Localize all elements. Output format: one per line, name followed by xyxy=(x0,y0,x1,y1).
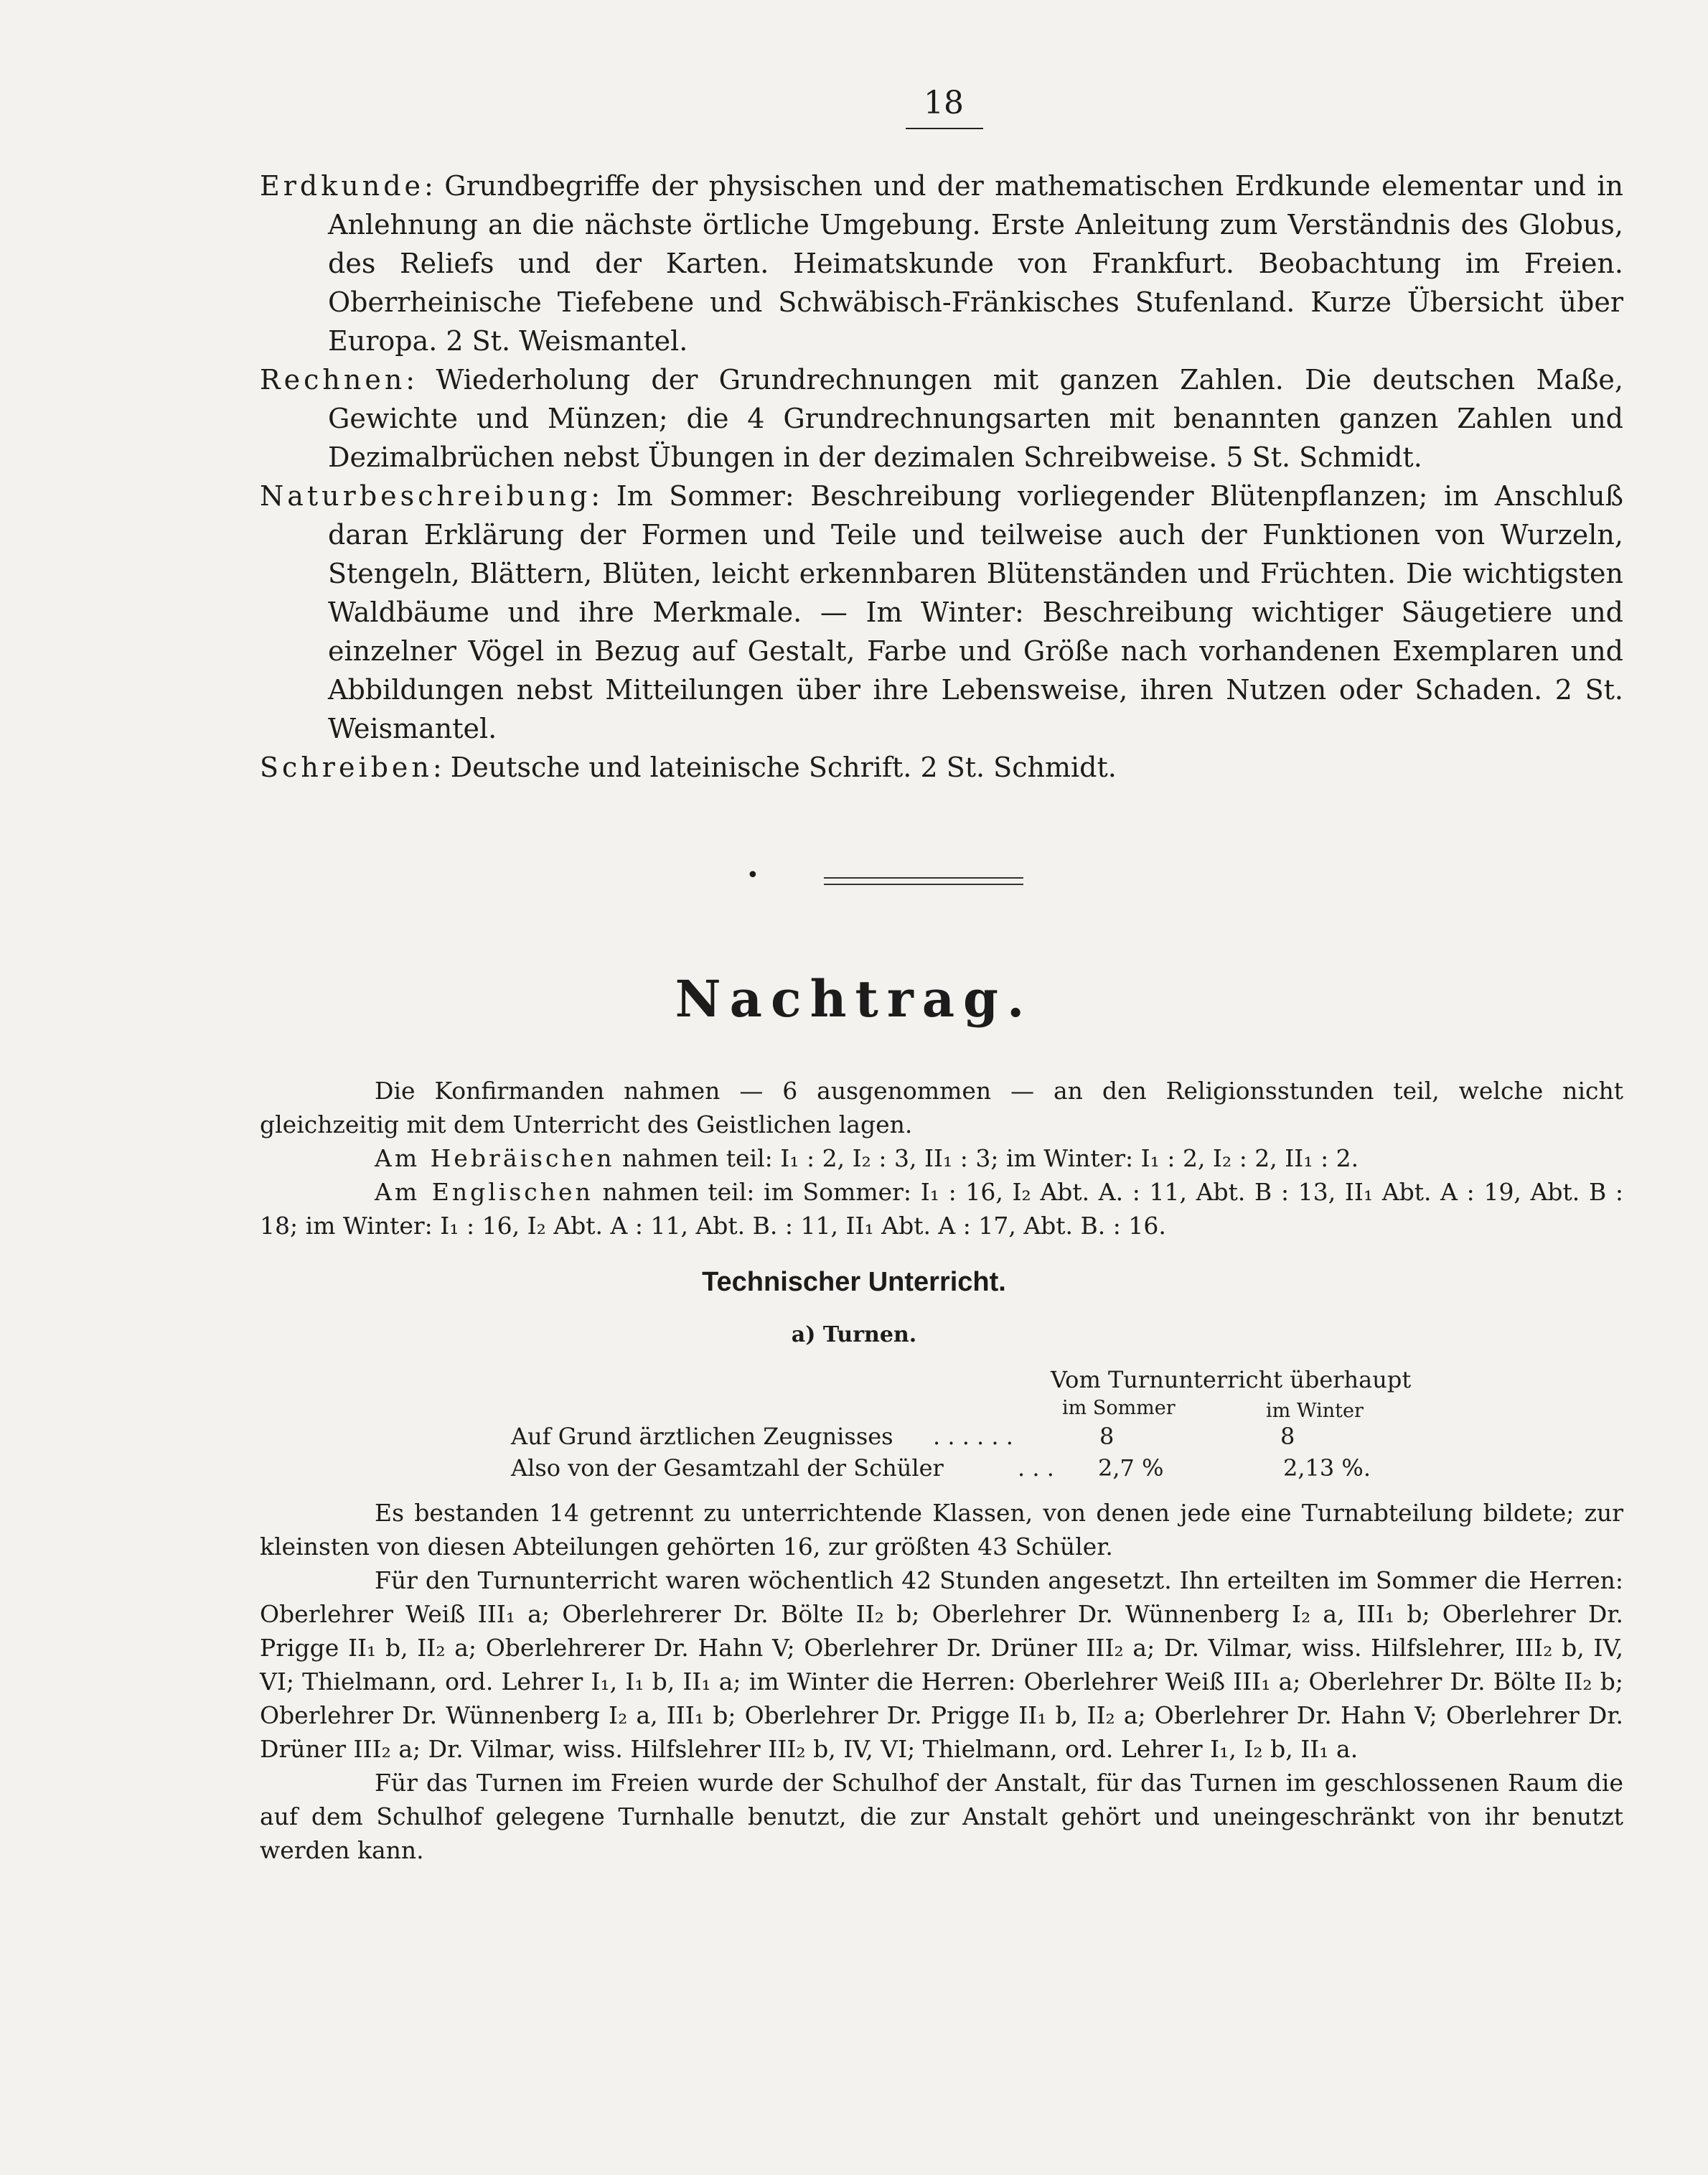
subject-text: Wiederholung der Grundrechnungen mit ganzen Zahlen. Die deutschen Maße, Gewichte und Münzen; die 4 Grundrechnungsarten mit benannten ganzen Zahlen und Dezimalbrüchen nebst Übungen in der dezimalen Schreibweise. 5 St. Schmidt. xyxy=(328,364,1623,473)
subject-label: Rechnen xyxy=(260,364,406,396)
subject-text: Deutsche und lateinische Schrift. 2 St. Schmidt. xyxy=(450,752,1117,783)
cell-sommer: 8 xyxy=(1099,1423,1115,1450)
subject-label: Erdkunde xyxy=(260,170,425,202)
turnen-paragraph: Für den Turnunterricht waren wöchentlich 42 Stunden angesetzt. Ihn erteilten im Sommer die Herren: Oberlehrer Weiß III₁ a; Oberlehrerer Dr. Bölte II₂ b; Oberlehrer Dr. Wünnenberg I₂ a, III₁ b; Oberlehrer Dr. Prigge II₁ b, II₂ a; Oberlehrerer Dr. Hahn V; Oberlehrer Dr. Drüner III₂ a; Dr. Vilmar, wiss. Hilfslehrer, III₂ b, IV, VI; Thielmann, ord. Lehrer I₁, I₁ b, II₁ a; im Winter die Herren: Oberlehrer Weiß III₁ a; Oberlehrer Dr. Bölte II₂ b; Oberlehrer Dr. Wünnenberg I₂ a, III₁ b; Oberlehrer Dr. Prigge II₁ b, II₂ a; Oberlehrer Dr. Hahn V; Oberlehrer Dr. Drüner III₂ a; Dr. Vilmar, wiss. Hilfslehrer III₂ b, IV, VI; Thielmann, ord. Lehrer I₁, I₂ b, II₁ a. xyxy=(260,1566,1623,1763)
nachtrag-hebraeisch: Am Hebräischen nahmen teil: I₁ : 2, I₂ : 3, II₁ : 3; im Winter: I₁ : 2, I₂ : 2, II₁ : 2. xyxy=(375,1144,1359,1172)
page-number: 18 xyxy=(924,85,964,121)
subject-label: Schreiben xyxy=(260,752,433,783)
cell-sommer: 2,7 % xyxy=(1098,1454,1164,1482)
table-row-label: Auf Grund ärztlichen Zeugnisses xyxy=(511,1423,893,1450)
section-divider xyxy=(824,877,1023,890)
col-header-winter: im Winter xyxy=(1266,1400,1364,1422)
turnen-body xyxy=(260,1496,1623,1867)
subject-text: Grundbegriffe der physischen und der mathematischen Erdkunde elementar und in Anlehnung an die nächste örtliche Umgebung. Erste Anleitung zum Verständnis des Globus, des Reliefs und der Karten. Heimatskunde von Frankfurt. Beobachtung im Freien. Oberrheinische Tiefebene und Schwäbisch-Fränkisches Stufenland. Kurze Übersicht über Europa. 2 St. Weismantel. xyxy=(328,170,1623,357)
table-row-dots: . . . . . . xyxy=(933,1423,1013,1450)
cell-winter: 8 xyxy=(1280,1423,1295,1450)
stray-mark: • xyxy=(746,863,759,888)
lehrplan-section xyxy=(260,167,1623,787)
technischer-heading: Technischer Unterricht. xyxy=(702,1267,1006,1297)
turnen-paragraph: Es bestanden 14 getrennt zu unterrichtende Klassen, von denen jede eine Turnabteilung bildete; zur kleinsten von diesen Abteilungen gehörten 16, zur größten 43 Schüler. xyxy=(260,1499,1623,1561)
cell-winter: 2,13 %. xyxy=(1283,1454,1371,1482)
col-header-sommer: im Sommer xyxy=(1062,1397,1176,1419)
subject-erdkunde: Erdkunde: Grundbegriffe der physischen und der mathematischen Erdkunde elementar und in Anlehnung an die nächste örtliche Umgebung. Erste Anleitung zum Verständnis des Globus, des Reliefs und der Karten. Heimatskunde von Frankfurt. Beobachtung im Freien. Oberrheinische Tiefebene und Schwäbisch-Fränkisches Stufenland. Kurze Übersicht über Europa. 2 St. Weismantel. xyxy=(260,170,1623,357)
table-caption: Vom Turnunterricht überhaupt xyxy=(1051,1366,1412,1393)
table-row-label: Also von der Gesamtzahl der Schüler xyxy=(511,1454,944,1482)
nachtrag-englisch: Am Englischen nahmen teil: im Sommer: I₁ : 16, I₂ Abt. A. : 11, Abt. B : 13, II₁ Abt. A : 19, Abt. B : 18; im Winter: I₁ : 16, I₂ Abt. A : 11, Abt. B. : 11, II₁ Abt. A : 17, Abt. B. : 16. xyxy=(260,1178,1623,1240)
turnen-paragraph: Für das Turnen im Freien wurde der Schulhof der Anstalt, für das Turnen im geschlossenen Raum die auf dem Schulhof gelegene Turnhalle benutzt, die zur Anstalt gehört und uneingeschränkt von ihr benutzt werden kann. xyxy=(260,1769,1623,1864)
nachtrag-body xyxy=(260,1074,1623,1243)
turnen-heading: a) Turnen. xyxy=(791,1322,917,1347)
subject-schreiben: Schreiben: Deutsche und lateinische Schrift. 2 St. Schmidt. xyxy=(260,752,1117,783)
nachtrag-heading: Nachtrag. xyxy=(675,969,1033,1029)
nachtrag-paragraph: Die Konfirmanden nahmen — 6 ausgenommen — an den Religionsstunden teil, welche nicht gleichzeitig mit dem Unterricht des Geistlichen lagen. xyxy=(260,1077,1623,1138)
page-number-rule xyxy=(906,128,983,129)
subject-label: Naturbeschreibung xyxy=(260,480,591,512)
subject-rechnen: Rechnen: Wiederholung der Grundrechnungen mit ganzen Zahlen. Die deutschen Maße, Gewichte und Münzen; die 4 Grundrechnungsarten mit benannten ganzen Zahlen und Dezimalbrüchen nebst Übungen in der dezimalen Schreibweise. 5 St. Schmidt. xyxy=(260,364,1623,473)
subject-text: Im Sommer: Beschreibung vorliegender Blütenpflanzen; im Anschluß daran Erklärung der Formen und Teile und teilweise auch der Funktionen von Wurzeln, Stengeln, Blättern, Blüten, leicht erkennbaren Blütenständen und Früchten. Die wichtigsten Waldbäume und ihre Merkmale. — Im Winter: Beschreibung wichtiger Säugetiere und einzelner Vögel in Bezug auf Gestalt, Farbe und Größe nach vorhandenen Exemplaren und Abbildungen nebst Mitteilungen über ihre Lebensweise, ihren Nutzen oder Schaden. 2 St. Weismantel. xyxy=(328,480,1623,744)
subject-naturbeschreibung: Naturbeschreibung: Im Sommer: Beschreibung vorliegender Blütenpflanzen; im Anschluß daran Erklärung der Formen und Teile und teilweise auch der Funktionen von Wurzeln, Stengeln, Blättern, Blüten, leicht erkennbaren Blütenständen und Früchten. Die wichtigsten Waldbäume und ihre Merkmale. — Im Winter: Beschreibung wichtiger Säugetiere und einzelner Vögel in Bezug auf Gestalt, Farbe und Größe nach vorhandenen Exemplaren und Abbildungen nebst Mitteilungen über ihre Lebensweise, ihren Nutzen oder Schaden. 2 St. Weismantel. xyxy=(260,480,1623,744)
table-row-dots: . . . xyxy=(1018,1454,1054,1482)
